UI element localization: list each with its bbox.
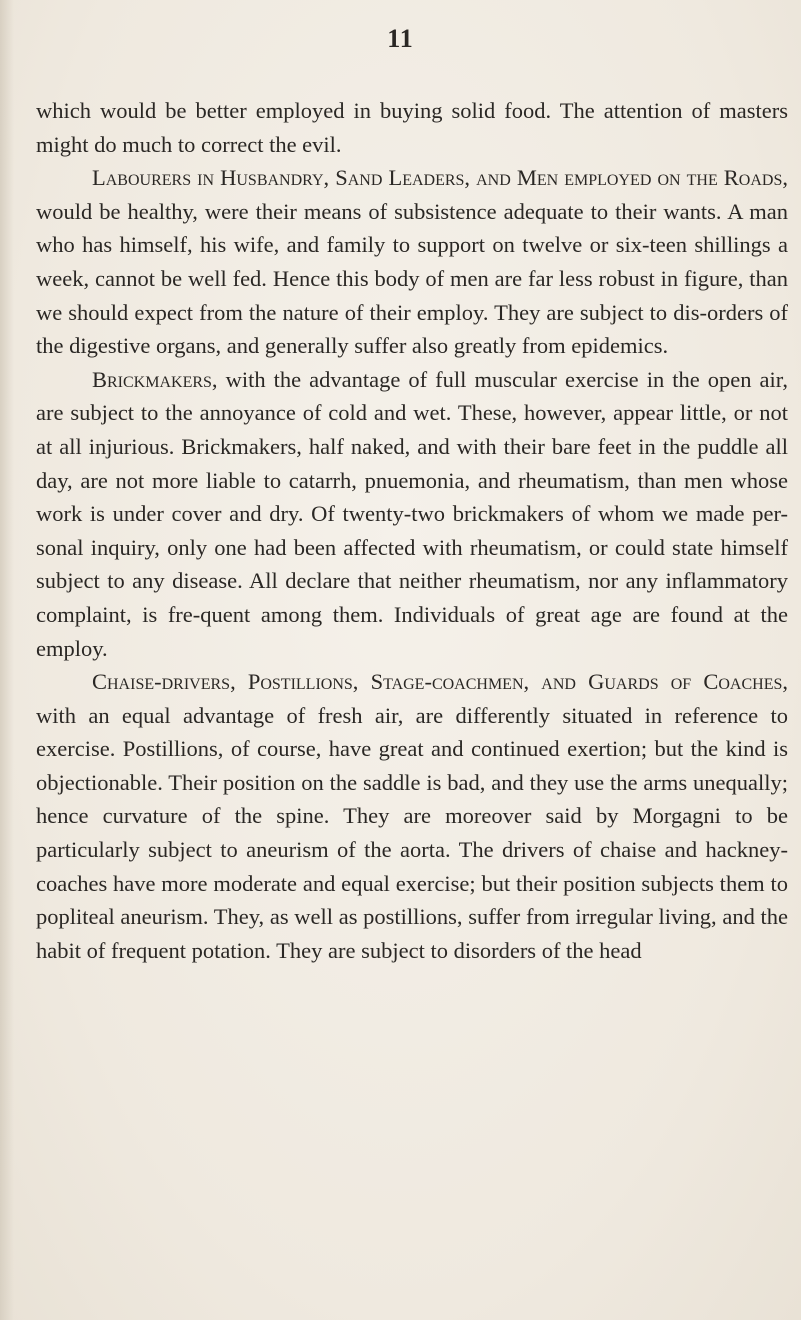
paragraph-body: would be healthy, were their means of subsistence adequate to their wants. A man who has himself, his wife, and family to support on twelve or six-teen shillings a week, cannot be well fed. Hence this body of men are far less robust in figure, than we should expect from the nature of their employ. They are subject to dis-orders of the digestive organs, and generally suffer also greatly from epidemics. xyxy=(36,198,788,359)
paragraph-continuation xyxy=(36,94,788,161)
body-text xyxy=(36,94,788,967)
paragraph-labourers xyxy=(36,161,788,363)
paragraph-brickmakers xyxy=(36,363,788,665)
paragraph-body: which would be better employed in buying solid food. The attention of masters might do much to correct the evil. xyxy=(36,98,788,157)
page-number: 11 xyxy=(387,24,414,53)
paragraph-heading: Brickmakers, xyxy=(92,366,218,392)
paragraph-heading: Chaise-drivers, Postillions, Stage-coachmen, and Guards of Coaches, xyxy=(92,669,788,695)
page-gutter-shadow xyxy=(0,0,14,1320)
paragraph-body: with an equal advantage of fresh air, are differently situated in reference to exercise. Postillions, of course, have great and continued exertion; but the kind is objectionable. Their position on the saddle is bad, and they use the arms unequally; hence curvature of the spine. They are moreover said by Morgagni to be particularly subject to aneurism of the aorta. The drivers of chaise and hackney-coaches have more moderate and equal exercise; but their position subjects them to popliteal aneurism. They, as well as postillions, suffer from irregular living, and the habit of frequent potation. They are subject to disorders of the head xyxy=(36,702,788,963)
paragraph-chaise-drivers xyxy=(36,665,788,967)
paragraph-body: with the advantage of full muscular exercise in the open air, are subject to the annoyance of cold and wet. These, however, appear little, or not at all injurious. Brickmakers, half naked, and with their bare feet in the puddle all day, are not more liable to catarrh, pnuemonia, and rheumatism, than men whose work is under cover and dry. Of twenty-two brickmakers of whom we made per-sonal inquiry, only one had been affected with rheumatism, or could state himself subject to any disease. All declare that neither rheumatism, nor any inflammatory complaint, is fre-quent among them. Individuals of great age are found at the employ. xyxy=(36,366,788,661)
paragraph-heading: Labourers in Husbandry, Sand Leaders, and Men employed on the Roads, xyxy=(92,165,788,191)
